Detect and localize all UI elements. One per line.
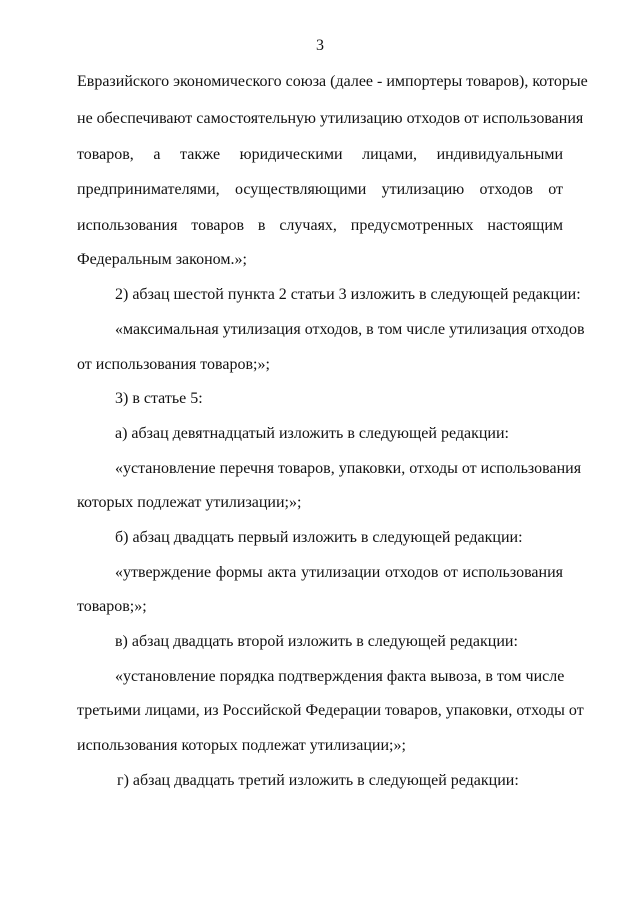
text-line: которых подлежат утилизации;»; <box>77 494 302 511</box>
text-line: товаров;»; <box>77 598 147 615</box>
text-line: Федеральным законом.»; <box>77 251 247 268</box>
text-line: а) абзац девятнадцатый изложить в следующей редакции: <box>115 425 509 442</box>
text-line: от использования товаров;»; <box>77 356 270 373</box>
text-line: использования товаров в случаях, предусмотренных настоящим <box>77 217 563 234</box>
text-line: «максимальная утилизация отходов, в том числе утилизация отходов <box>115 321 585 338</box>
text-line: 2) абзац шестой пункта 2 статьи 3 изложить в следующей редакции: <box>115 286 581 303</box>
text-line: «установление перечня товаров, упаковки, отходы от использования <box>115 460 582 477</box>
text-line: «установление порядка подтверждения факта вывоза, в том числе <box>115 668 565 685</box>
text-line: предпринимателями, осуществляющими утилизацию отходов от <box>77 181 563 198</box>
text-line: б) абзац двадцать первый изложить в следующей редакции: <box>115 529 523 546</box>
text-line: в) абзац двадцать второй изложить в следующей редакции: <box>115 633 518 650</box>
page-number: 3 <box>316 37 324 54</box>
text-line: г) абзац двадцать третий изложить в следующей редакции: <box>117 772 519 789</box>
text-line: 3) в статье 5: <box>115 390 203 407</box>
text-line: Евразийского экономического союза (далее - импортеры товаров), которые <box>77 73 588 90</box>
text-line: использования которых подлежат утилизации;»; <box>77 737 406 754</box>
text-line: «утверждение формы акта утилизации отходов от использования <box>115 564 563 581</box>
text-line: товаров, а также юридическими лицами, индивидуальными <box>77 146 563 163</box>
text-line: третьими лицами, из Российской Федерации товаров, упаковки, отходы от <box>77 702 584 719</box>
text-line: не обеспечивают самостоятельную утилизацию отходов от использования <box>77 110 584 127</box>
